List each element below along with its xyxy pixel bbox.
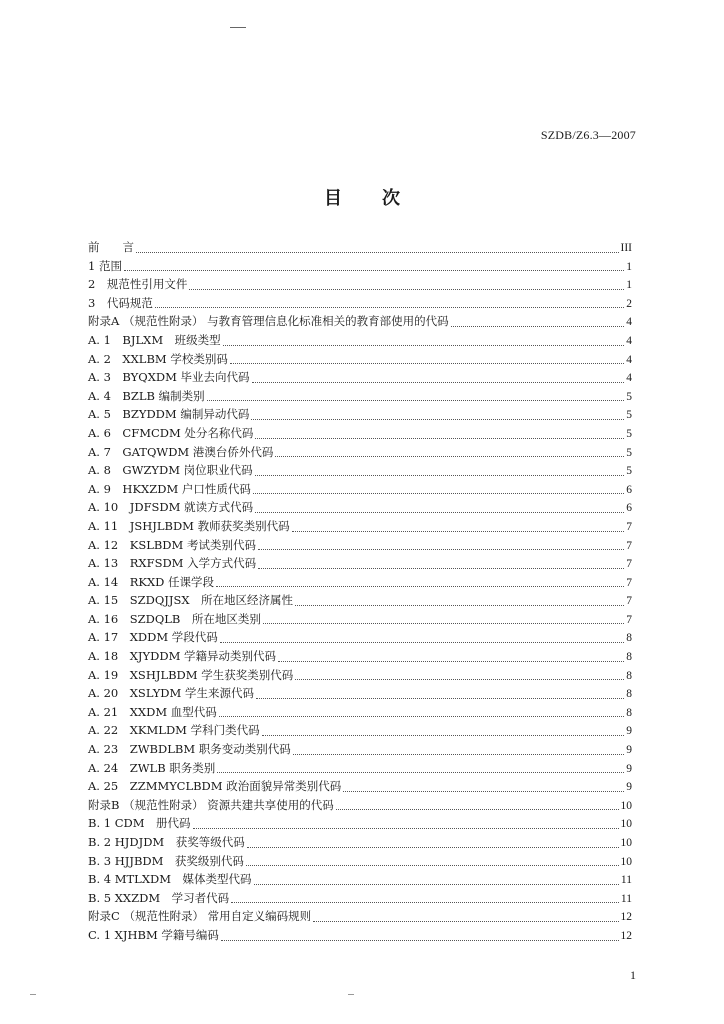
toc-entry[interactable] xyxy=(88,461,632,480)
toc-entry-page: 4 xyxy=(626,316,632,329)
toc-dot-leader xyxy=(219,715,624,717)
toc-entry-label: C. 1 XJHBM 学籍号编码 xyxy=(88,927,219,942)
toc-entry-page: 5 xyxy=(626,409,632,422)
toc-entry[interactable] xyxy=(88,796,632,815)
toc-entry[interactable] xyxy=(88,926,632,945)
toc-entry-page: 1 xyxy=(626,260,632,273)
toc-entry[interactable] xyxy=(88,777,632,796)
toc-dot-leader xyxy=(256,697,624,699)
toc-entry-page: 1 xyxy=(626,279,632,292)
toc-entry-label: 附录C （规范性附录） 常用自定义编码规则 xyxy=(88,909,312,924)
toc-entry-label: 附录A （规范性附录） 与教育管理信息化标准相关的教育部使用的代码 xyxy=(88,314,449,329)
toc-entry-page: 7 xyxy=(626,595,632,608)
toc-entry-label: A. 23 ZWBDLBM 职务变动类别代码 xyxy=(88,742,291,757)
toc-entry-label: A. 12 KSLBDM 考试类别代码 xyxy=(88,537,256,552)
toc-entry-label: A. 24 ZWLB 职务类别 xyxy=(88,760,216,775)
toc-dot-leader xyxy=(217,771,624,773)
toc-entry[interactable] xyxy=(88,591,632,610)
toc-entry-label: A. 16 SZDQLB 所在地区类别 xyxy=(88,611,261,626)
toc-dot-leader xyxy=(230,362,624,364)
toc-dot-leader xyxy=(155,306,624,308)
toc-entry-page: 10 xyxy=(620,799,632,812)
toc-dot-leader xyxy=(295,678,624,680)
toc-entry[interactable] xyxy=(88,331,632,350)
toc-dot-leader xyxy=(336,808,619,810)
toc-entry-page: 7 xyxy=(626,520,632,533)
toc-entry[interactable] xyxy=(88,684,632,703)
toc-dot-leader xyxy=(246,864,619,866)
toc-dot-leader xyxy=(255,437,624,439)
toc-dot-leader xyxy=(189,288,624,290)
toc-entry-label: B. 3 HJJBDM 获奖级别代码 xyxy=(88,853,244,868)
toc-entry-label: A. 11 JSHJLBDM 教师获奖类别代码 xyxy=(88,518,290,533)
toc-dot-leader xyxy=(221,939,619,941)
toc-entry-page: 4 xyxy=(626,334,632,347)
toc-entry-label: 2 规范性引用文件 xyxy=(88,277,188,292)
toc-entry-label: A. 21 XXDM 血型代码 xyxy=(88,704,217,719)
toc-entry-label: A. 4 BZLB 编制类别 xyxy=(88,388,205,403)
toc-entry-page: III xyxy=(620,242,632,254)
toc-entry[interactable] xyxy=(88,889,632,908)
toc-entry[interactable] xyxy=(88,294,632,313)
toc-entry-label: A. 19 XSHJLBDM 学生获奖类别代码 xyxy=(88,667,294,682)
toc-entry-label: B. 2 HJDJDM 获奖等级代码 xyxy=(88,835,245,849)
toc-dot-leader xyxy=(220,641,624,643)
toc-entry-page: 9 xyxy=(626,762,632,775)
toc-entry[interactable] xyxy=(88,498,632,517)
toc-entry-page: 4 xyxy=(626,372,632,385)
scan-artifact xyxy=(348,994,354,995)
toc-entry-page: 5 xyxy=(626,390,632,403)
page-number: 1 xyxy=(630,968,636,982)
toc-dot-leader xyxy=(251,418,624,420)
toc-entry-page: 4 xyxy=(626,353,632,366)
toc-dot-leader xyxy=(258,567,624,569)
title-char-right: 次 xyxy=(382,188,400,209)
toc-entry-label: A. 25 ZZMMYCLBDM 政治面貌异常类别代码 xyxy=(88,779,342,794)
toc-dot-leader xyxy=(247,846,619,848)
toc-dot-leader xyxy=(216,585,624,587)
toc-entry-page: 7 xyxy=(626,576,632,589)
toc-dot-leader xyxy=(313,920,618,922)
toc-entry-page: 10 xyxy=(620,837,632,849)
toc-entry-page: 6 xyxy=(626,483,632,496)
toc-entry-page: 12 xyxy=(620,929,632,942)
toc-dot-leader xyxy=(136,251,619,253)
toc-entry-label: 3 代码规范 xyxy=(88,295,153,310)
scan-mark xyxy=(230,27,246,28)
toc-entry-page: 8 xyxy=(626,669,632,682)
toc-entry-page: 5 xyxy=(626,427,632,440)
toc-dot-leader xyxy=(343,790,624,792)
toc-entry[interactable] xyxy=(88,312,632,331)
title-char-left: 目 xyxy=(324,188,342,209)
toc-entry[interactable] xyxy=(88,870,632,889)
toc-dot-leader xyxy=(252,381,625,383)
toc-entry-page: 7 xyxy=(626,558,632,571)
toc-entry[interactable] xyxy=(88,907,632,926)
toc-entry[interactable] xyxy=(88,517,632,536)
toc-entry-label: A. 20 XSLYDM 学生来源代码 xyxy=(88,686,254,701)
toc-entry-page: 11 xyxy=(620,874,632,887)
toc-entry-page: 9 xyxy=(626,781,632,794)
toc-entry[interactable] xyxy=(88,703,632,722)
table-of-contents xyxy=(88,238,632,945)
toc-dot-leader xyxy=(207,399,625,401)
toc-entry-page: 8 xyxy=(626,651,632,664)
toc-entry-label: A. 22 XKMLDM 学科门类代码 xyxy=(88,723,260,738)
toc-entry[interactable] xyxy=(88,368,632,387)
scan-artifact xyxy=(30,994,36,995)
toc-dot-leader xyxy=(253,492,624,494)
toc-entry[interactable] xyxy=(88,610,632,629)
toc-entry-label: 前 言 xyxy=(88,240,134,254)
toc-dot-leader xyxy=(275,455,624,457)
toc-entry-label: A. 3 BYQXDM 毕业去向代码 xyxy=(88,370,250,385)
toc-entry[interactable] xyxy=(88,852,632,871)
toc-entry-label: A. 8 GWZYDM 岗位职业代码 xyxy=(88,463,253,478)
toc-entry-page: 7 xyxy=(626,613,632,626)
toc-entry[interactable] xyxy=(88,238,632,257)
toc-dot-leader xyxy=(278,660,624,662)
toc-entry[interactable] xyxy=(88,443,632,462)
toc-entry-label: A. 15 SZDQJJSX 所在地区经济属性 xyxy=(88,593,294,608)
toc-entry-page: 9 xyxy=(626,744,632,757)
toc-dot-leader xyxy=(231,901,619,903)
toc-entry-label: A. 9 HKXZDM 户口性质代码 xyxy=(88,481,251,496)
toc-entry-label: A. 17 XDDM 学段代码 xyxy=(88,630,218,645)
toc-dot-leader xyxy=(451,325,625,327)
document-code: SZDB/Z6.3—2007 xyxy=(540,128,636,142)
toc-entry-label: 附录B （规范性附录） 资源共建共享使用的代码 xyxy=(88,797,334,812)
toc-entry[interactable] xyxy=(88,257,632,276)
toc-entry[interactable] xyxy=(88,480,632,499)
toc-entry-page: 12 xyxy=(620,911,632,924)
toc-entry-page: 10 xyxy=(620,855,632,868)
toc-entry-page: 9 xyxy=(626,725,632,738)
toc-dot-leader xyxy=(295,604,624,606)
toc-entry-label: A. 14 RKXD 任课学段 xyxy=(88,574,215,589)
toc-dot-leader xyxy=(292,530,625,532)
toc-dot-leader xyxy=(263,622,624,624)
toc-entry-page: 8 xyxy=(626,632,632,645)
toc-entry-page: 6 xyxy=(626,502,632,515)
toc-entry-page: 8 xyxy=(626,706,632,719)
toc-entry[interactable] xyxy=(88,424,632,443)
toc-dot-leader xyxy=(193,827,619,829)
toc-dot-leader xyxy=(124,269,624,271)
toc-entry-page: 5 xyxy=(626,465,632,478)
toc-entry-page: 10 xyxy=(620,818,632,831)
toc-entry[interactable] xyxy=(88,275,632,294)
toc-entry[interactable] xyxy=(88,666,632,685)
toc-entry[interactable] xyxy=(88,554,632,573)
toc-entry[interactable] xyxy=(88,759,632,778)
toc-dot-leader xyxy=(223,344,625,346)
toc-entry[interactable] xyxy=(88,814,632,833)
toc-entry-page: 5 xyxy=(626,446,632,459)
toc-entry-page: 2 xyxy=(626,297,632,310)
toc-entry-page: 11 xyxy=(620,892,632,905)
toc-entry[interactable] xyxy=(88,405,632,424)
toc-entry[interactable] xyxy=(88,387,632,406)
toc-entry[interactable] xyxy=(88,573,632,592)
toc-entry[interactable] xyxy=(88,628,632,647)
toc-entry-label: B. 1 CDM 册代码 xyxy=(88,816,191,831)
toc-entry-label: A. 18 XJYDDM 学籍异动类别代码 xyxy=(88,649,277,664)
page-title xyxy=(0,184,724,210)
toc-entry[interactable] xyxy=(88,833,632,852)
toc-dot-leader xyxy=(255,474,625,476)
toc-entry-label: A. 2 XXLBM 学校类别码 xyxy=(88,351,228,366)
toc-entry-label: B. 4 MTLXDM 媒体类型代码 xyxy=(88,872,252,887)
toc-entry-page: 8 xyxy=(626,688,632,701)
toc-dot-leader xyxy=(255,511,624,513)
toc-entry[interactable] xyxy=(88,740,632,759)
toc-dot-leader xyxy=(254,883,619,885)
toc-entry-label: 1 范围 xyxy=(88,258,122,273)
toc-entry[interactable] xyxy=(88,536,632,555)
toc-entry-label: A. 10 JDFSDM 就读方式代码 xyxy=(88,500,254,515)
toc-dot-leader xyxy=(293,753,625,755)
toc-entry-label: B. 5 XXZDM 学习者代码 xyxy=(88,890,230,905)
toc-dot-leader xyxy=(262,734,625,736)
toc-entry[interactable] xyxy=(88,350,632,369)
toc-entry-label: A. 5 BZYDDM 编制异动代码 xyxy=(88,407,250,422)
toc-entry-label: A. 7 GATQWDM 港澳台侨外代码 xyxy=(88,444,274,459)
toc-entry-label: A. 1 BJLXM 班级类型 xyxy=(88,332,221,347)
toc-entry-label: A. 13 RXFSDM 入学方式代码 xyxy=(88,556,257,571)
toc-entry-page: 7 xyxy=(626,539,632,552)
toc-entry[interactable] xyxy=(88,721,632,740)
toc-entry-label: A. 6 CFMCDM 处分名称代码 xyxy=(88,425,254,440)
toc-entry[interactable] xyxy=(88,647,632,666)
toc-dot-leader xyxy=(258,548,624,550)
